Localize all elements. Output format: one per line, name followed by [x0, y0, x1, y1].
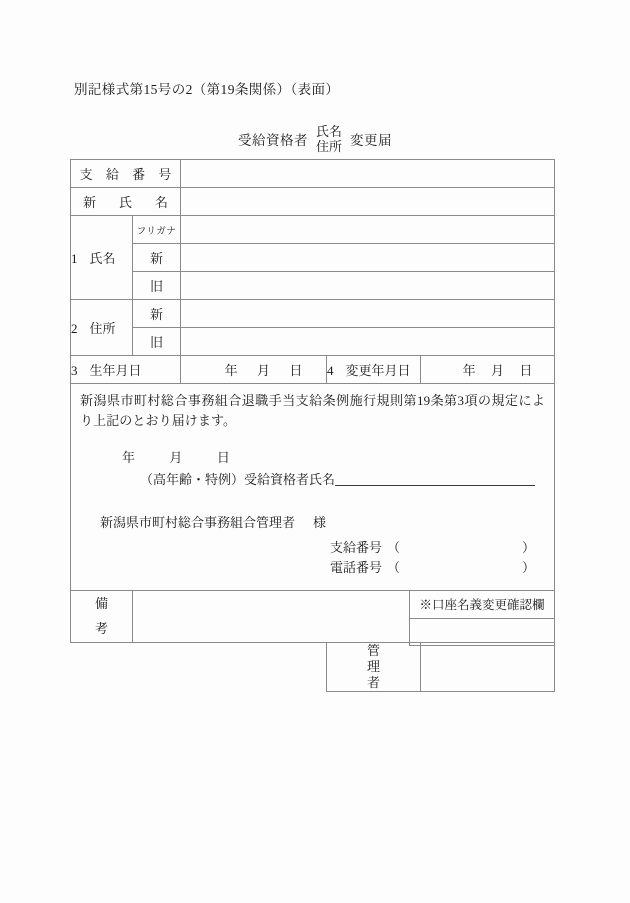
account-name-confirm-label: ※口座名義変更確認欄	[410, 591, 554, 619]
section2-address-label	[71, 300, 133, 356]
name-old-label: 旧	[133, 272, 181, 300]
title-subject: 受給資格者	[237, 133, 308, 149]
table-row	[71, 642, 555, 692]
document-title	[0, 124, 630, 155]
declaration-text: 新潟県市町村総合事務組合退職手当支給条例施行規則第19条第3項の規定により上記のとおり届けます。	[80, 393, 546, 429]
table-row	[71, 272, 555, 300]
section1-name-label	[71, 216, 133, 300]
signature-line[interactable]	[80, 470, 545, 490]
title-stacked-fields	[316, 124, 342, 155]
table-row	[71, 384, 555, 591]
change-date-ymd	[421, 360, 554, 379]
manager-value[interactable]	[421, 642, 555, 692]
payment-number-value[interactable]	[181, 160, 555, 188]
birthdate-value[interactable]	[181, 356, 327, 384]
manager-char-3: 者	[367, 675, 381, 691]
section3-birthdate-label	[71, 356, 181, 384]
manager-char-2: 理	[367, 658, 381, 674]
addressee-name: 新潟県市町村総合事務組合管理者	[100, 514, 296, 530]
payment-number-paren-open: （	[387, 539, 401, 555]
payment-number-entry[interactable]	[80, 538, 545, 558]
section3-label: 生年月日	[89, 363, 142, 378]
account-name-confirm-value[interactable]	[410, 619, 554, 645]
payment-number-label: 支 給 番 号	[71, 160, 181, 188]
birthdate-ymd	[181, 360, 326, 379]
remarks-char-1: 備	[94, 595, 108, 611]
table-row	[71, 328, 555, 356]
table-row	[71, 188, 555, 216]
form-code: 別記様式第15号の2（第19条関係）（表面）	[74, 82, 340, 97]
address-new-value[interactable]	[181, 300, 555, 328]
table-row	[71, 160, 555, 188]
remarks-value[interactable]	[133, 590, 555, 642]
table-row	[71, 216, 555, 244]
section4-number: 4	[327, 363, 334, 378]
submission-day-unit: 日	[216, 450, 231, 466]
address-old-value[interactable]	[181, 328, 555, 356]
change-date-day-unit: 日	[519, 363, 533, 378]
change-date-year-unit: 年	[462, 363, 476, 378]
change-date-month-unit: 月	[491, 363, 505, 378]
manager-label	[327, 642, 421, 692]
name-furigana-value[interactable]	[181, 216, 555, 244]
addressee-honorific: 様	[313, 514, 327, 530]
remarks-label	[71, 590, 133, 642]
name-new-value[interactable]	[181, 244, 555, 272]
signature-label: （高年齢・特例）受給資格者氏名	[140, 472, 336, 488]
title-notification: 変更届	[350, 133, 392, 149]
section2-label: 住所	[89, 321, 116, 336]
submission-year-unit: 年	[122, 450, 136, 466]
phone-number-paren-close: ）	[522, 559, 536, 575]
remarks-char-2: 考	[94, 621, 108, 637]
section4-change-date-label	[327, 356, 421, 384]
form-table	[70, 159, 555, 692]
manager-row-spacer-2	[181, 642, 327, 692]
signature-input-rule[interactable]	[335, 472, 535, 486]
birthdate-year-unit: 年	[224, 363, 238, 378]
manager-label-vertical	[327, 643, 420, 692]
section3-number: 3	[71, 363, 78, 378]
name-old-value[interactable]	[181, 272, 555, 300]
new-name-value[interactable]	[181, 188, 555, 216]
section4-label: 変更年月日	[345, 363, 411, 378]
table-row	[71, 300, 555, 328]
payment-number-paren-close: ）	[522, 539, 536, 555]
addressee-line	[80, 513, 545, 533]
birthdate-day-unit: 日	[289, 363, 303, 378]
payment-number-entry-label: 支給番号	[330, 539, 383, 555]
table-row	[71, 590, 555, 642]
new-name-label: 新 氏 名	[71, 188, 181, 216]
birthdate-month-unit: 月	[257, 363, 271, 378]
remarks-label-vertical	[71, 591, 132, 642]
phone-number-entry[interactable]	[80, 558, 545, 578]
furigana-label: フリガナ	[133, 216, 181, 244]
section1-label: 氏名	[89, 251, 116, 266]
section2-number: 2	[71, 321, 78, 336]
manager-row-spacer	[71, 642, 181, 692]
submission-date-line[interactable]	[80, 448, 545, 468]
table-row	[71, 244, 555, 272]
change-date-value[interactable]	[421, 356, 555, 384]
table-row	[71, 356, 555, 384]
manager-char-1: 管	[367, 642, 381, 658]
account-name-confirm-box	[409, 590, 555, 646]
address-new-label: 新	[133, 300, 181, 328]
section1-number: 1	[71, 251, 78, 266]
title-address-line: 住所	[315, 139, 342, 155]
phone-number-entry-label: 電話番号	[330, 559, 383, 575]
submission-month-unit: 月	[169, 450, 183, 466]
declaration-block	[71, 384, 555, 591]
name-new-label: 新	[133, 244, 181, 272]
title-name-line: 氏名	[315, 124, 342, 139]
address-old-label: 旧	[133, 328, 181, 356]
phone-number-paren-open: （	[387, 559, 401, 575]
